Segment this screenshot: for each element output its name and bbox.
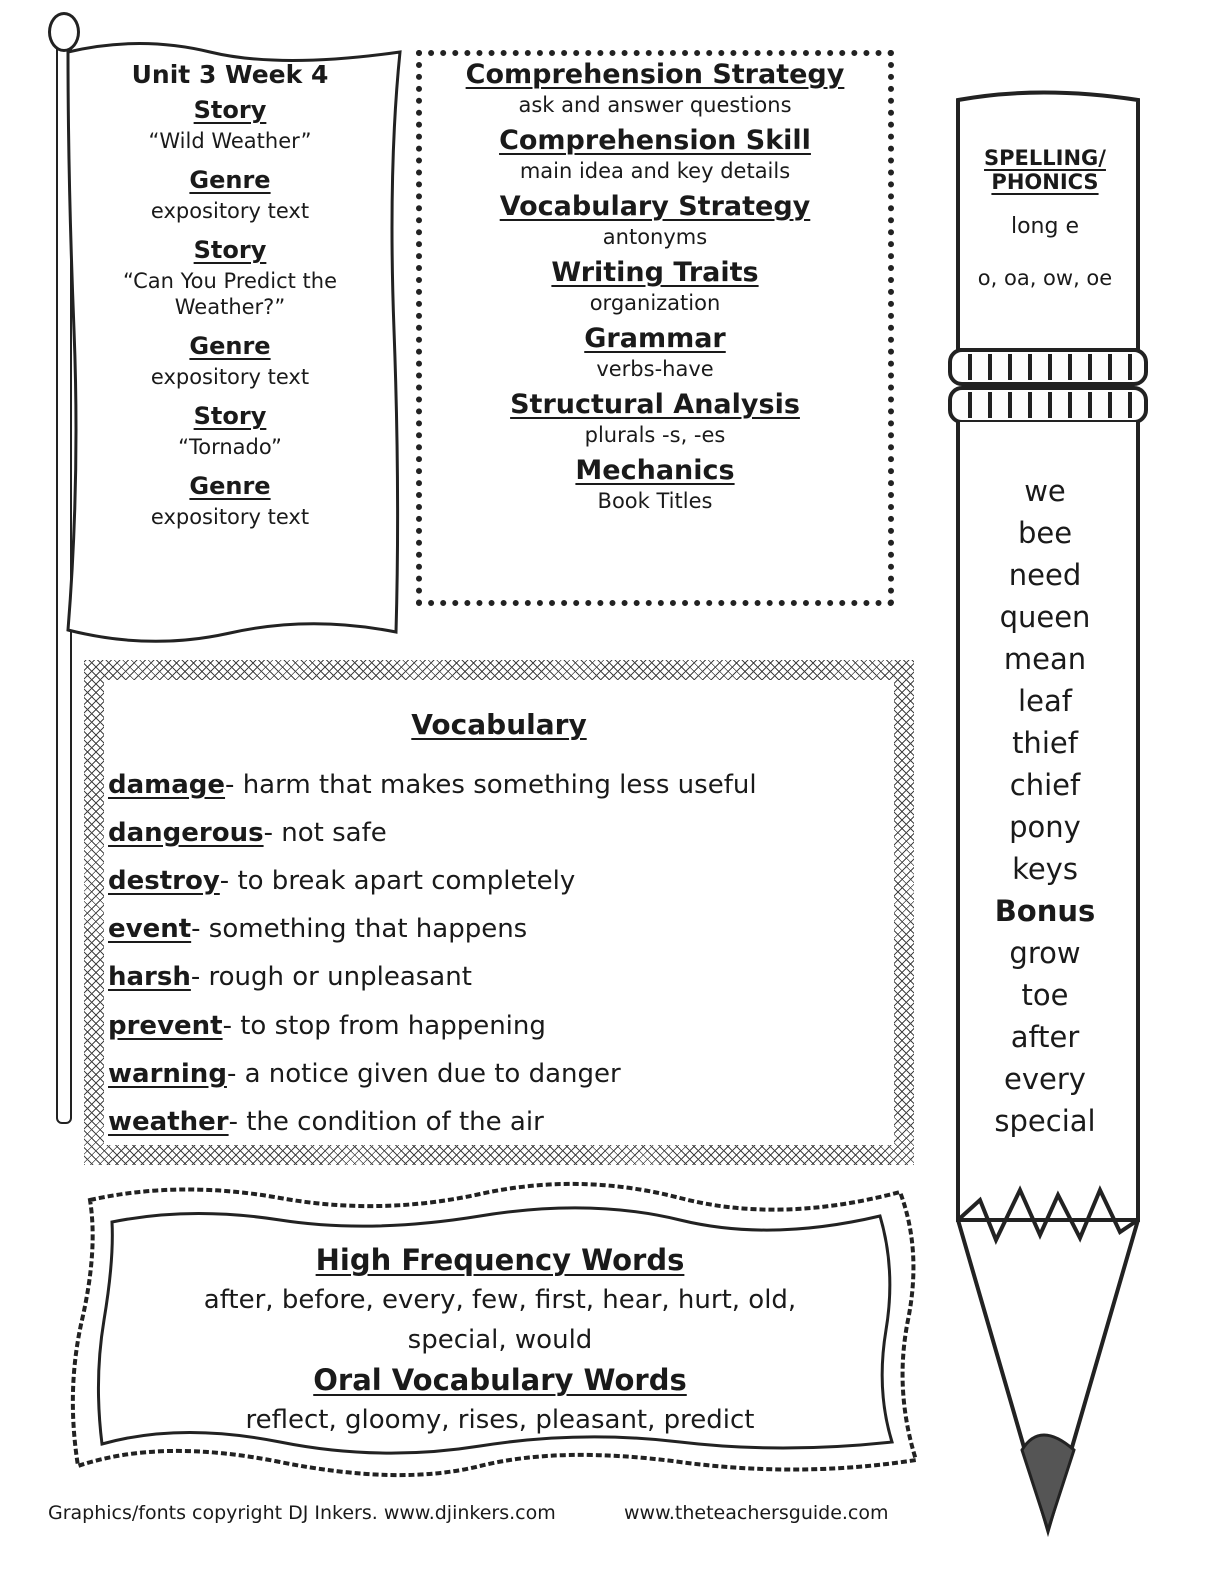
- spelling-word: keys: [1012, 852, 1078, 886]
- high-frequency-box: [120, 1240, 880, 1440]
- vocab-definition: - the condition of the air: [228, 1107, 544, 1137]
- vocabulary-box: [84, 660, 914, 1165]
- phonics-pattern: long e: [1010, 214, 1079, 239]
- spelling-phonics-title: [965, 146, 1125, 194]
- banner-heading: Genre: [189, 472, 271, 500]
- website-footer: www.theteachersguide.com: [624, 1502, 889, 1524]
- skill-heading: Writing Traits: [551, 257, 759, 288]
- vocab-word: damage: [108, 770, 226, 800]
- banner-heading: Story: [193, 236, 267, 264]
- banner-value: “Wild Weather”: [148, 129, 312, 153]
- vocab-entry: [108, 1009, 546, 1043]
- bonus-word: toe: [1021, 978, 1069, 1012]
- skill-value: Book Titles: [597, 489, 713, 513]
- skill-value: plurals -s, -es: [584, 423, 726, 447]
- vocab-word: weather: [108, 1107, 229, 1137]
- skill-heading: Comprehension Skill: [499, 125, 811, 156]
- skills-box: [416, 50, 894, 606]
- phonics-title-line: PHONICS: [991, 170, 1099, 194]
- high-frequency-words-line: after, before, every, few, first, hear, hurt, old,: [203, 1285, 797, 1315]
- spelling-word: mean: [1003, 642, 1087, 676]
- banner-value: “Tornado”: [178, 435, 282, 459]
- banner-value: expository text: [150, 505, 310, 529]
- banner-heading: Story: [193, 402, 267, 430]
- skill-heading: Comprehension Strategy: [465, 59, 845, 90]
- spelling-word: thief: [1012, 726, 1078, 760]
- vocab-entry: [108, 960, 472, 994]
- banner-value: expository text: [150, 365, 310, 389]
- vocab-definition: - not safe: [263, 818, 387, 848]
- skill-heading: Structural Analysis: [510, 389, 800, 420]
- banner-heading: Genre: [189, 332, 271, 360]
- vocab-word: harsh: [108, 962, 191, 992]
- vocab-definition: - to stop from happening: [222, 1011, 546, 1041]
- phonics-pattern: o, oa, ow, oe: [977, 266, 1113, 290]
- vocabulary-title: Vocabulary: [411, 708, 587, 741]
- spelling-word: we: [1024, 474, 1066, 508]
- banner-value: expository text: [150, 199, 310, 223]
- skill-value: verbs-have: [596, 357, 714, 381]
- vocab-entry: [108, 1057, 621, 1091]
- vocab-entry: [108, 768, 757, 802]
- spelling-word: queen: [999, 600, 1091, 634]
- spelling-word-list: [965, 470, 1125, 1142]
- vocab-definition: - something that happens: [191, 914, 528, 944]
- skill-value: main idea and key details: [519, 159, 791, 183]
- bonus-word: grow: [1009, 936, 1081, 970]
- banner-value: “Can You Predict the Weather?”: [123, 269, 337, 319]
- spelling-title-line: SPELLING/: [984, 146, 1106, 170]
- vocab-word: destroy: [108, 866, 220, 896]
- vocab-entry: [108, 816, 387, 850]
- vocab-entry: [108, 912, 527, 946]
- vocab-definition: - rough or unpleasant: [190, 962, 472, 992]
- skill-heading: Grammar: [584, 323, 726, 354]
- oral-vocabulary-words: reflect, gloomy, rises, pleasant, predict: [245, 1405, 755, 1435]
- skill-heading: Mechanics: [575, 455, 735, 486]
- vocab-definition: - harm that makes something less useful: [225, 770, 757, 800]
- oral-vocabulary-title: Oral Vocabulary Words: [313, 1363, 687, 1397]
- unit-week-title: Unit 3 Week 4: [131, 60, 329, 89]
- story-banner: [80, 58, 380, 538]
- vocab-definition: - a notice given due to danger: [226, 1059, 621, 1089]
- vocab-word: dangerous: [108, 818, 264, 848]
- high-frequency-words-line: special, would: [407, 1325, 593, 1355]
- high-frequency-title: High Frequency Words: [315, 1243, 685, 1277]
- vocab-entry: [108, 1105, 544, 1139]
- spelling-word: bee: [1017, 516, 1073, 550]
- bonus-word: every: [1004, 1062, 1086, 1096]
- vocab-definition: - to break apart completely: [219, 866, 576, 896]
- skill-value: ask and answer questions: [518, 93, 792, 117]
- vocab-entry: [108, 864, 575, 898]
- copyright-footer: Graphics/fonts copyright DJ Inkers. www.djinkers.com: [48, 1502, 556, 1524]
- spelling-word: leaf: [1018, 684, 1072, 718]
- bonus-label: Bonus: [994, 894, 1096, 928]
- vocab-word: warning: [108, 1059, 227, 1089]
- banner-heading: Genre: [189, 166, 271, 194]
- vocab-word: prevent: [108, 1011, 223, 1041]
- vocab-word: event: [108, 914, 192, 944]
- banner-heading: Story: [193, 96, 267, 124]
- skill-value: antonyms: [602, 225, 708, 249]
- bonus-word: special: [994, 1104, 1096, 1138]
- skill-heading: Vocabulary Strategy: [499, 191, 811, 222]
- bonus-word: after: [1010, 1020, 1080, 1054]
- spelling-word: pony: [1009, 810, 1081, 844]
- spelling-word: chief: [1009, 768, 1081, 802]
- skill-value: organization: [589, 291, 721, 315]
- spelling-word: need: [1008, 558, 1082, 592]
